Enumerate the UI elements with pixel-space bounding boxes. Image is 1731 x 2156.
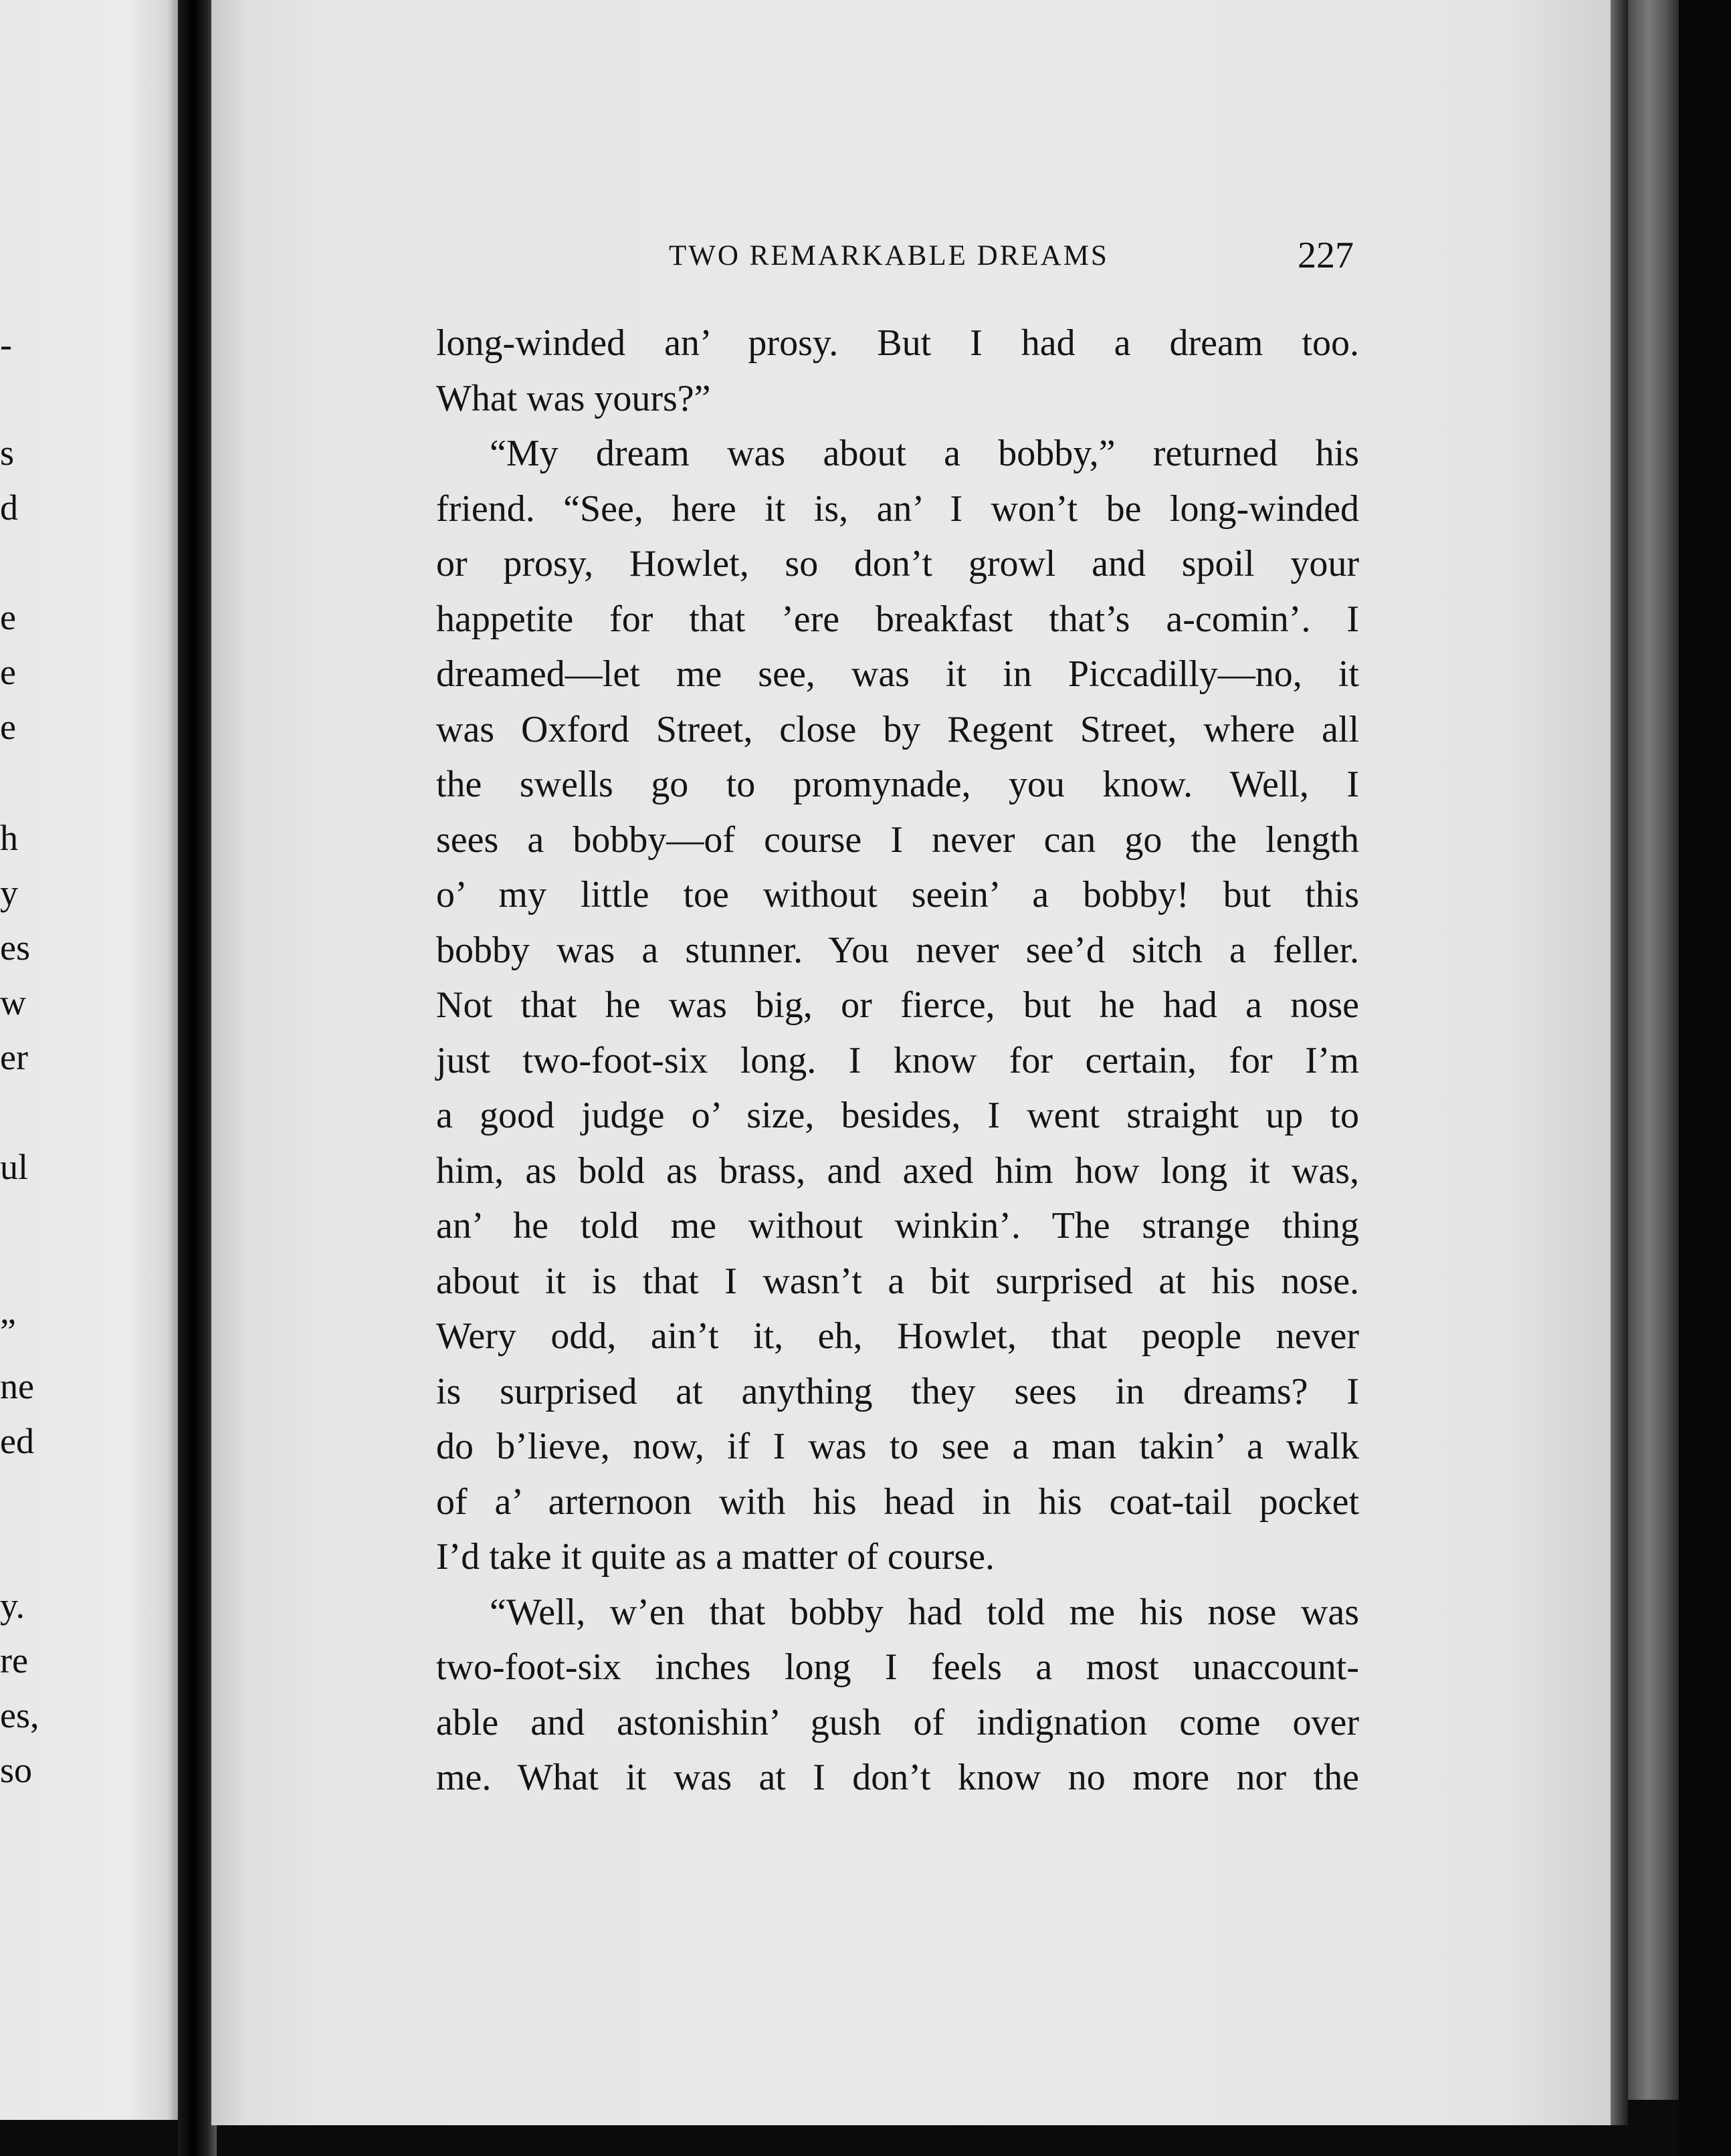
fragment: w: [0, 982, 26, 1022]
fragment: d: [0, 488, 18, 528]
body-text: [436, 316, 1359, 1806]
text-line: dreamed—let me see, was it in Piccadilly—no, it: [436, 653, 1359, 695]
fragment: y: [0, 873, 18, 913]
scan-background: [1679, 0, 1731, 2156]
fragment: ed: [0, 1421, 34, 1461]
text-line: bobby was a stunner. You never see’d sitch a feller.: [436, 929, 1359, 971]
page-number: 227: [1298, 235, 1354, 276]
running-head: TWO REMARKABLE DREAMS: [669, 240, 1109, 272]
text-line: do b’lieve, now, if I was to see a man takin’ a walk: [436, 1426, 1359, 1467]
text-line: sees a bobby—of course I never can go the length: [436, 819, 1359, 861]
text-line: two-foot-six inches long I feels a most unaccount-: [436, 1646, 1359, 1688]
fragment: e: [0, 707, 16, 747]
page-stack-edge: [1628, 0, 1679, 2100]
text-line: I’d take it quite as a matter of course.: [436, 1536, 995, 1578]
text-line: Wery odd, ain’t it, eh, Howlet, that people never: [436, 1315, 1359, 1357]
text-line: a good judge o’ size, besides, I went straight up to: [436, 1095, 1359, 1136]
text-line: happetite for that ’ere breakfast that’s a-comin’. I: [436, 598, 1359, 640]
fragment: ne: [0, 1366, 34, 1406]
text-line: o’ my little toe without seein’ a bobby! but this: [436, 874, 1359, 915]
text-line: the swells go to promynade, you know. Well, I: [436, 764, 1359, 805]
fragment: so: [0, 1750, 33, 1790]
text-line: “Well, w’en that bobby had told me his nose was: [490, 1591, 1359, 1633]
text-line: was Oxford Street, close by Regent Street, where all: [436, 708, 1359, 750]
text-line: long-winded an’ prosy. But I had a dream too.: [436, 322, 1359, 364]
fragment: re: [0, 1640, 28, 1681]
fragment: es,: [0, 1695, 39, 1735]
text-line: just two-foot-six long. I know for certain, for I’m: [436, 1039, 1359, 1081]
fragment: e: [0, 652, 16, 692]
text-line: What was yours?”: [436, 377, 711, 419]
fragment: es: [0, 928, 30, 968]
text-line: him, as bold as brass, and axed him how long it was,: [436, 1150, 1359, 1192]
text-line: friend. “See, here it is, an’ I won’t be long-winded: [436, 488, 1359, 530]
text-line: is surprised at anything they sees in dreams? I: [436, 1370, 1359, 1412]
text-line: or prosy, Howlet, so don’t growl and spoil your: [436, 543, 1359, 584]
text-line: me. What it was at I don’t know no more nor the: [436, 1757, 1359, 1798]
fragment: y.: [0, 1586, 25, 1626]
text-line: about it is that I wasn’t a bit surprised at his nose.: [436, 1260, 1359, 1302]
fragment: ”: [0, 1311, 16, 1352]
text-line: of a’ arternoon with his head in his coat-tail pocket: [436, 1481, 1359, 1523]
fragment: e: [0, 597, 16, 637]
text-line: able and astonishin’ gush of indignation come over: [436, 1701, 1359, 1743]
text-line: an’ he told me without winkin’. The strange thing: [436, 1205, 1359, 1247]
text-line: “My dream was about a bobby,” returned his: [490, 433, 1359, 474]
previous-page-text-fragments: [0, 0, 80, 2156]
fragment: er: [0, 1037, 28, 1077]
fragment: -: [0, 324, 12, 364]
fragment: h: [0, 818, 18, 858]
page-stack-edge: [1611, 0, 1628, 2125]
fragment: s: [0, 433, 15, 473]
text-line: Not that he was big, or fierce, but he had a nose: [436, 984, 1359, 1026]
fragment: ul: [0, 1147, 29, 1187]
